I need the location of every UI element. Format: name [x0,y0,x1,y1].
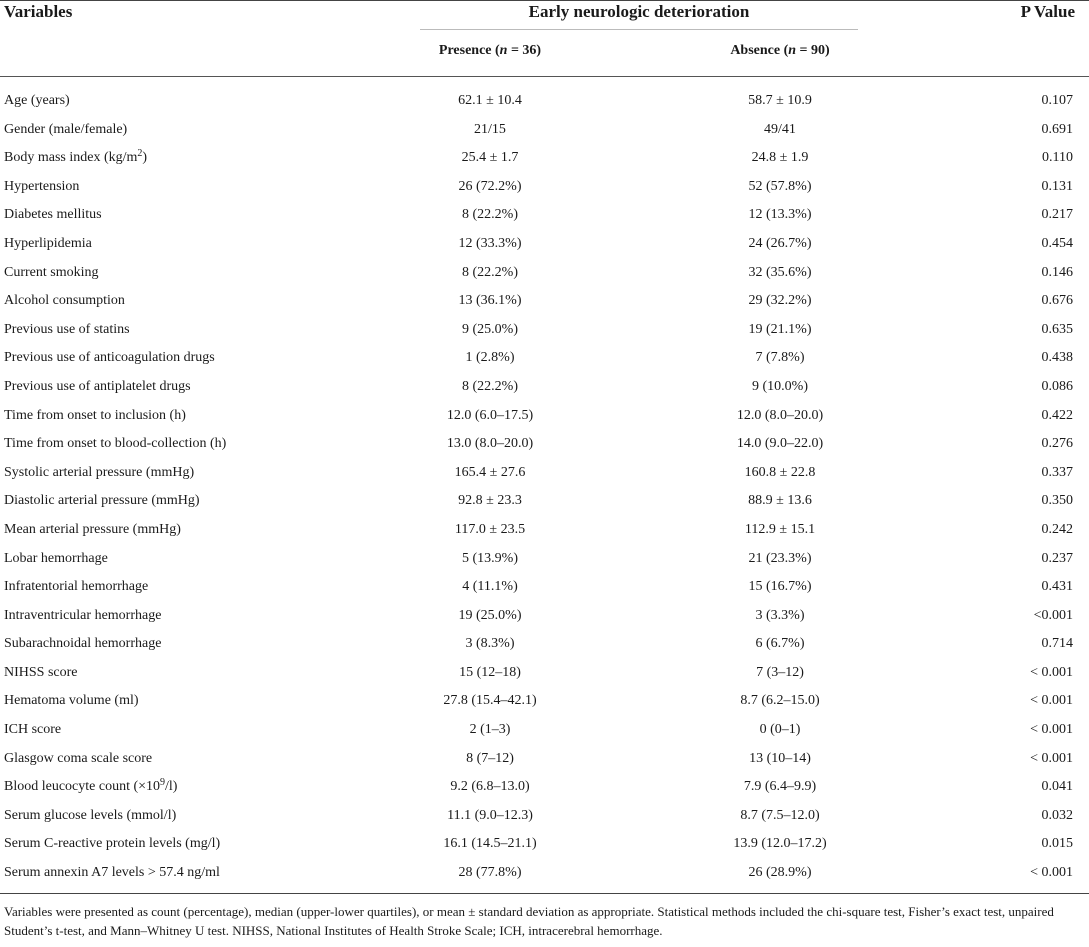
table-body [0,87,1089,888]
bottom-rule [0,893,1089,894]
cell-presence: 21/15 [474,121,506,137]
table-row [0,116,1089,145]
cell-p-value: 0.454 [1041,235,1073,251]
cell-presence: 8 (22.2%) [462,207,518,223]
cell-absence: 13.9 (12.0–17.2) [733,836,827,852]
cell-p-value: 0.438 [1041,350,1073,366]
variable-text: Mean arterial pressure (mmHg) [4,521,181,537]
cell-absence: 160.8 ± 22.8 [744,464,816,480]
table-row [0,201,1089,230]
cell-presence: 8 (22.2%) [462,378,518,394]
cell-p-value: 0.086 [1041,378,1073,394]
header-rule [0,76,1089,77]
variable-text: Serum glucose levels (mmol/l) [4,807,177,823]
variable-text: Serum annexin A7 levels > 57.4 ng/ml [4,865,220,881]
cell-presence: 25.4 ± 1.7 [461,150,519,166]
table-row [0,516,1089,545]
table-row [0,373,1089,402]
variable-tail: /l) [165,779,178,795]
cell-p-value: 0.431 [1041,579,1073,595]
cell-absence: 58.7 ± 10.9 [748,93,812,108]
cell-variable [4,487,200,516]
table-row [0,802,1089,831]
cell-presence: 2 (1–3) [469,722,511,738]
cell-presence: 4 (11.1%) [462,579,518,595]
variable-text: Current smoking [4,264,99,280]
cell-p-value: 0.237 [1041,550,1073,566]
variable-text: Previous use of statins [4,321,130,337]
table-row [0,545,1089,574]
variable-text: Hyperlipidemia [4,235,92,251]
cell-variable [4,773,177,802]
table-row [0,316,1089,345]
cell-p-value: 0.041 [1041,779,1073,795]
absence-value: = 90) [796,43,830,58]
variable-text: Subarachnoidal hemorrhage [4,636,162,652]
cell-variable [4,659,78,688]
cell-variable [4,430,226,459]
cell-absence: 8.7 (6.2–15.0) [740,693,820,709]
cell-presence: 3 (8.3%) [465,636,515,652]
top-rule [0,0,1089,1]
table-row [0,230,1089,259]
table-row [0,659,1089,688]
variable-text: Infratentorial hemorrhage [4,579,149,595]
cell-variable [4,573,148,602]
cell-absence: 12 (13.3%) [748,207,812,223]
table-row [0,745,1089,774]
cell-variable [4,259,99,288]
table-row [0,402,1089,431]
variable-text: Alcohol consumption [4,293,125,309]
header-p-value: P Value [1020,2,1075,21]
cell-absence: 13 (10–14) [749,750,811,766]
cell-variable [4,802,176,831]
variable-text: NIHSS score [4,664,78,680]
cell-presence: 26 (72.2%) [458,178,522,194]
table-footnote: Variables were presented as count (percentage), median (upper-lower quartiles), or mean ± standard deviation as appropriate. Statistical methods included the chi-square test, Fisher’s exact test, unpaired Student’s t-test, and Mann–Whitney U test. NIHSS, National Institutes of Health Stroke Scale; ICH, intracerebral hemorrhage. [4,904,1054,938]
cell-absence: 26 (28.9%) [748,865,812,881]
cell-presence: 28 (77.8%) [458,865,522,881]
table-row [0,687,1089,716]
cell-variable [4,373,191,402]
variable-text: Previous use of antiplatelet drugs [4,378,191,394]
cell-p-value: 0.276 [1041,436,1073,452]
variable-superscript: 2 [137,148,143,160]
cell-absence: 24.8 ± 1.9 [751,150,809,166]
cell-presence: 8 (22.2%) [462,264,518,280]
cell-variable [4,459,194,488]
cell-variable [4,859,220,888]
cell-absence: 112.9 ± 15.1 [744,521,816,537]
cell-p-value: < 0.001 [1030,693,1073,709]
cell-presence: 16.1 (14.5–21.1) [443,836,537,852]
cell-absence: 14.0 (9.0–22.0) [736,436,824,452]
cell-absence: 8.7 (7.5–12.0) [740,807,820,823]
variable-text: Time from onset to blood-collection (h) [4,436,227,452]
table-row [0,259,1089,288]
cell-variable [4,745,152,774]
cell-presence: 11.1 (9.0–12.3) [447,807,533,823]
cell-variable [4,144,147,173]
cell-variable [4,201,102,230]
cell-presence: 27.8 (15.4–42.1) [443,693,537,709]
variable-tail: ) [142,150,148,166]
cell-p-value: < 0.001 [1030,750,1073,766]
cell-absence: 7.9 (6.4–9.9) [743,779,817,795]
cell-p-value: 0.422 [1041,407,1073,423]
table-row [0,144,1089,173]
cell-absence: 3 (3.3%) [755,607,805,623]
cell-absence: 29 (32.2%) [748,293,812,309]
cell-variable [4,830,220,859]
cell-absence: 15 (16.7%) [748,579,812,595]
table-row [0,859,1089,888]
variable-text: Diastolic arterial pressure (mmHg) [4,493,200,509]
cell-presence: 9 (25.0%) [462,321,518,337]
cell-absence: 32 (35.6%) [748,264,812,280]
cell-absence: 52 (57.8%) [748,178,812,194]
cell-variable [4,545,108,574]
cell-variable [4,344,215,373]
variable-superscript: 9 [160,777,166,789]
group-underline [420,29,858,30]
cell-variable [4,716,61,745]
cell-variable [4,316,130,345]
cell-presence: 1 (2.8%) [465,350,515,366]
variable-text: Previous use of anticoagulation drugs [4,350,215,366]
table-row [0,630,1089,659]
cell-p-value: 0.217 [1041,207,1073,223]
variable-text: Serum C-reactive protein levels (mg/l) [4,836,221,852]
cell-absence: 6 (6.7%) [755,636,805,652]
cell-p-value: 0.032 [1041,807,1073,823]
cell-variable [4,687,139,716]
cell-presence: 15 (12–18) [459,664,521,680]
cell-p-value: 0.714 [1041,636,1073,652]
header-group: Early neurologic deterioration [528,2,750,21]
cell-presence: 5 (13.9%) [462,550,518,566]
variable-text: Age (years) [4,93,70,108]
cell-absence: 88.9 ± 13.6 [748,493,812,509]
cell-p-value: 0.107 [1041,93,1073,108]
cell-p-value: < 0.001 [1030,865,1073,881]
table-row [0,459,1089,488]
cell-absence: 7 (7.8%) [755,350,805,366]
table-row [0,602,1089,631]
cell-presence: 13 (36.1%) [458,293,522,309]
cell-p-value: 0.242 [1041,521,1073,537]
cell-presence: 12 (33.3%) [458,235,522,251]
table-row [0,716,1089,745]
cell-variable [4,402,186,431]
variable-text: Systolic arterial pressure (mmHg) [4,464,195,480]
variable-text: Time from onset to inclusion (h) [4,407,186,423]
cell-presence: 92.8 ± 23.3 [458,493,522,509]
table-row [0,773,1089,802]
cell-absence: 24 (26.7%) [748,235,812,251]
cell-variable [4,516,181,545]
cell-variable [4,630,161,659]
cell-p-value: 0.131 [1041,178,1073,194]
cell-presence: 8 (7–12) [466,750,514,766]
variable-text: Intraventricular hemorrhage [4,607,162,623]
cell-variable [4,116,127,145]
cell-presence: 117.0 ± 23.5 [454,521,526,537]
cell-p-value: < 0.001 [1030,722,1073,738]
header-absence [680,42,880,60]
cell-p-value: 0.337 [1041,464,1073,480]
table-row [0,430,1089,459]
cell-p-value: 0.676 [1041,293,1073,309]
cell-p-value: <0.001 [1033,607,1073,623]
cell-variable [4,287,125,316]
cell-presence: 19 (25.0%) [458,607,522,623]
variable-text: Hypertension [4,178,80,194]
cell-absence: 49/41 [764,121,796,137]
table-row [0,573,1089,602]
table-row [0,487,1089,516]
cell-variable [4,602,161,631]
cell-presence: 12.0 (6.0–17.5) [446,407,534,423]
table-row [0,830,1089,859]
variable-text: Body mass index (kg/m [4,150,138,166]
table-row [0,344,1089,373]
cell-variable [4,87,70,116]
cell-variable [4,173,79,202]
cell-absence: 19 (21.1%) [748,321,812,337]
cell-presence: 9.2 (6.8–13.0) [450,779,530,795]
variable-text: Gender (male/female) [4,121,128,137]
variable-text: Hematoma volume (ml) [4,693,139,709]
cell-p-value: 0.350 [1041,493,1073,509]
cell-absence: 9 (10.0%) [752,378,808,394]
presence-label: Presence ( [438,43,500,58]
presence-n: n [499,43,508,58]
cell-p-value: 0.110 [1042,150,1073,166]
header-variables: Variables [4,2,73,21]
table-row [0,173,1089,202]
variable-text: ICH score [4,722,62,738]
cell-p-value: 0.691 [1041,121,1073,137]
presence-value: = 36) [507,43,542,58]
absence-label: Absence ( [730,43,789,58]
cell-absence: 21 (23.3%) [748,550,812,566]
cell-absence: 0 (0–1) [759,722,801,738]
cell-p-value: 0.146 [1041,264,1073,280]
cell-p-value: 0.635 [1041,321,1073,337]
cell-absence: 12.0 (8.0–20.0) [736,407,824,423]
variable-text: Blood leucocyte count (×10 [4,779,161,795]
cell-presence: 165.4 ± 27.6 [454,464,526,480]
variable-text: Lobar hemorrhage [4,550,108,566]
cell-presence: 13.0 (8.0–20.0) [446,436,534,452]
cell-absence: 7 (3–12) [756,664,804,680]
variable-text: Diabetes mellitus [4,207,102,223]
cell-presence: 62.1 ± 10.4 [458,93,522,108]
absence-n: n [788,43,797,58]
cell-p-value: 0.015 [1041,836,1073,852]
header-presence [390,42,590,60]
table-row [0,287,1089,316]
table-row [0,87,1089,116]
cell-variable [4,230,92,259]
cell-p-value: < 0.001 [1030,664,1073,680]
variable-text: Glasgow coma scale score [4,750,153,766]
